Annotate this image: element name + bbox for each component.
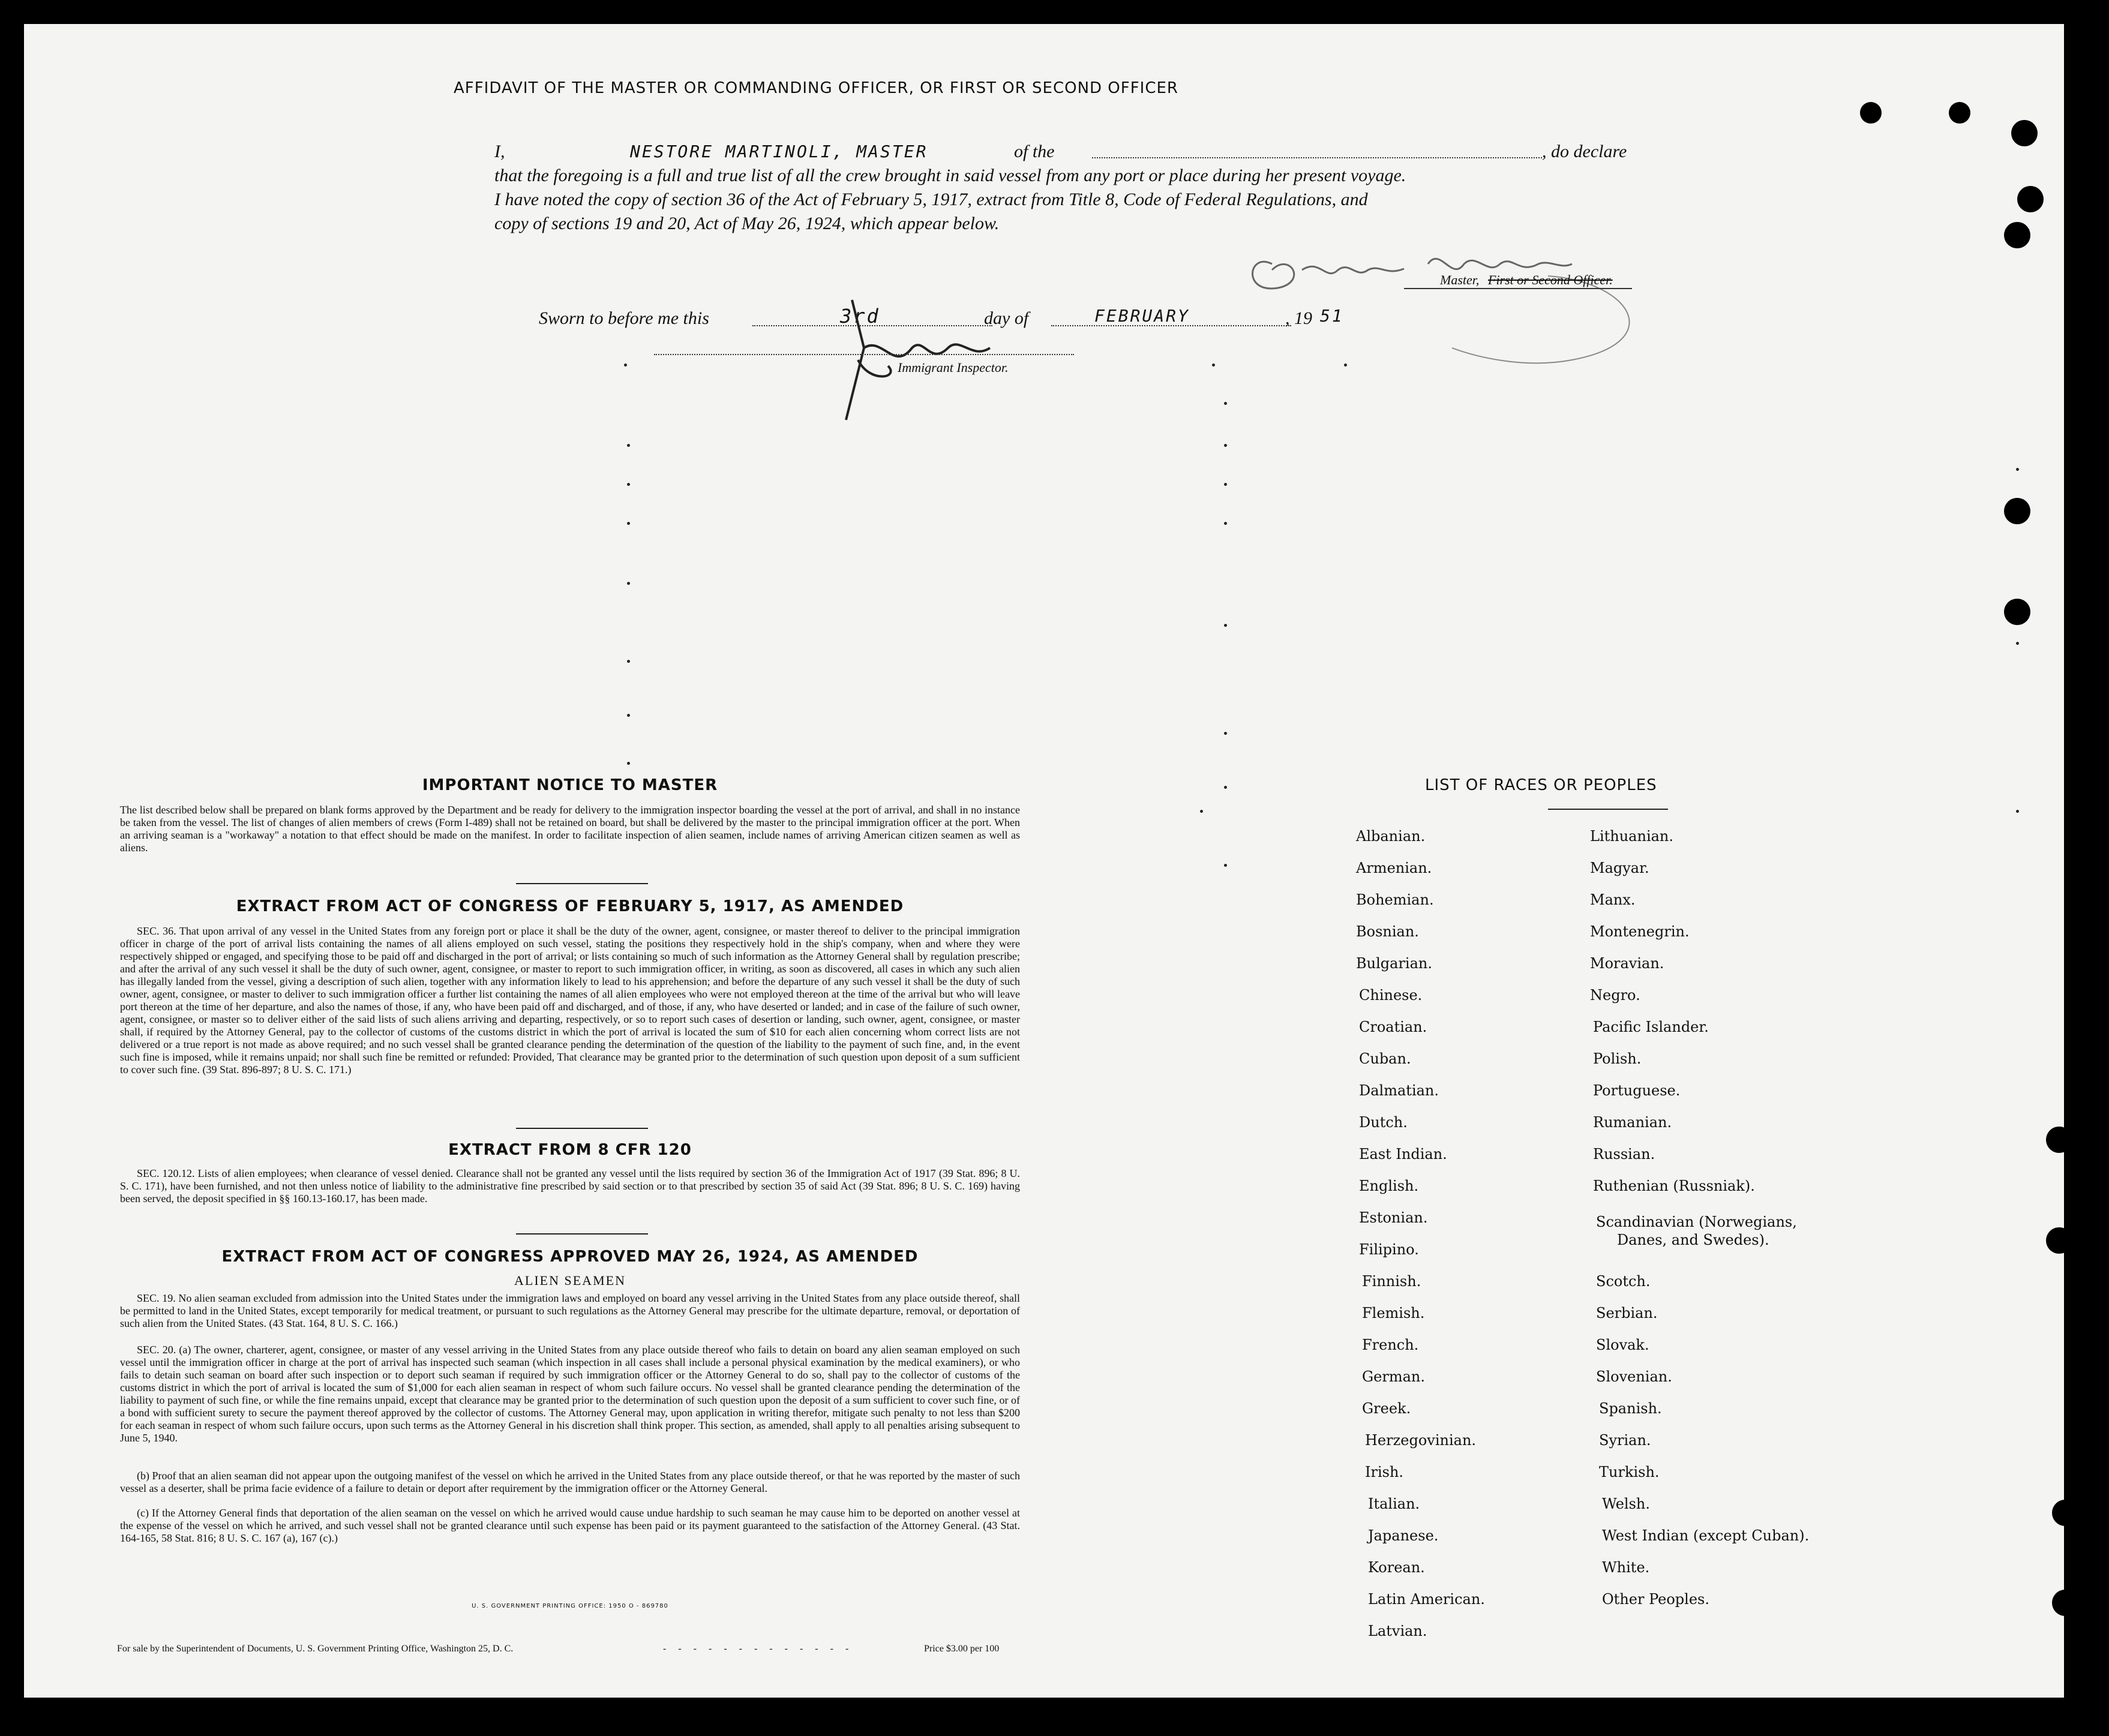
alien-seamen-subtitle: ALIEN SEAMEN bbox=[514, 1273, 626, 1288]
dot-mark bbox=[2016, 468, 2019, 471]
divider bbox=[516, 883, 648, 884]
month-value: FEBRUARY bbox=[1094, 306, 1190, 326]
divider bbox=[516, 1233, 648, 1235]
footer-price: Price $3.00 per 100 bbox=[924, 1644, 1000, 1654]
race-item: Croatian. bbox=[1359, 1019, 1427, 1035]
dot-mark bbox=[1224, 864, 1227, 867]
race-item: Latin American. bbox=[1368, 1591, 1485, 1608]
race-item: Latvian. bbox=[1368, 1623, 1427, 1639]
dot-mark bbox=[627, 582, 630, 585]
inspector-label: Immigrant Inspector. bbox=[898, 360, 1009, 375]
vessel-name-line bbox=[1092, 157, 1542, 158]
race-item: Albanian. bbox=[1356, 828, 1426, 845]
dot-mark bbox=[627, 483, 630, 486]
punch-hole bbox=[2046, 1127, 2072, 1153]
of-the-label: of the bbox=[1014, 142, 1055, 161]
punch-hole bbox=[1949, 102, 1970, 124]
notice-text: The list described below shall be prepared on blank forms approved by the Department and be ready for delivery to the immigration inspector boarding the vessel at the port of arrival, and shall in no instance be taken from the vessel. The list of changes of alien members of crews (Form I-489) shall not be retained on board, but shall be delivered by the master to the principal immigration officer at the port. When an arriving seaman is a "workaway" a notation to that effect should be made on the manifest. In order to facilitate inspection of alien seamen, include names of arriving American citizen seamen as well as aliens. bbox=[120, 804, 1020, 854]
race-item: Serbian. bbox=[1596, 1305, 1658, 1321]
divider bbox=[1548, 809, 1668, 810]
race-item: Lithuanian. bbox=[1590, 828, 1674, 845]
race-item: Portuguese. bbox=[1593, 1082, 1681, 1099]
dot-mark bbox=[627, 714, 630, 717]
race-item: Japanese. bbox=[1368, 1527, 1439, 1544]
race-item: Magyar. bbox=[1590, 860, 1649, 876]
divider bbox=[516, 1128, 648, 1129]
race-item: Scandinavian (Norwegians, bbox=[1596, 1214, 1797, 1230]
race-item: Estonian. bbox=[1359, 1209, 1428, 1226]
dot-mark bbox=[627, 660, 630, 663]
race-item: Flemish. bbox=[1362, 1305, 1425, 1321]
race-item: Italian. bbox=[1368, 1495, 1420, 1512]
extract-1917-title: EXTRACT FROM ACT OF CONGRESS OF FEBRUARY 5, 1917, AS AMENDED bbox=[236, 897, 904, 915]
document-sheet bbox=[24, 24, 2064, 1698]
race-item: Rumanian. bbox=[1593, 1114, 1672, 1131]
affidavit-i: I, bbox=[494, 142, 505, 161]
declaration-line-4: copy of sections 19 and 20, Act of May 26, 1924, which appear below. bbox=[494, 214, 1000, 233]
notice-title: IMPORTANT NOTICE TO MASTER bbox=[422, 776, 718, 794]
sec-20a-text: SEC. 20. (a) The owner, charterer, agent, consignee, or master of any vessel arriving in the United States from any place outside thereof who fails to detain on board any alien seaman employed on such vessel until the immigration officer in charge at the port of arrival has inspected such seaman (which inspection in all cases shall include a personal physical examination by the medical examiners), or who fails to detain such seaman on board after such inspection or to deport such seaman if required by such immigration officer or the Attorney General to do so, shall pay to the collector of customs of the customs district in which the port of arrival is located the sum of $1,000 for each alien seaman in respect of whom such failure occurs. No vessel shall be granted clearance pending the determination of the liability to payment of such fine, or while the fine remains unpaid, except that clearance may be granted prior to the determination of such question upon the deposit of a sum sufficient to cover such fine, or of a bond with sufficient surety to secure the payment thereof approved by the collector of customs. The Attorney General may, upon application in writing therefor, mitigate such penalty to not less than $200 for each seaman in respect of whom such failure occurs, upon such terms as the Attorney General in his discretion shall think proper. This section, as amended, shall apply to all penalties arising subsequent to June 5, 1940. bbox=[120, 1344, 1020, 1444]
dot-mark bbox=[627, 762, 630, 765]
race-item: Cuban. bbox=[1359, 1050, 1411, 1067]
dot-mark bbox=[1344, 364, 1347, 367]
race-item: West Indian (except Cuban). bbox=[1602, 1527, 1810, 1544]
dot-mark bbox=[627, 444, 630, 447]
punch-hole bbox=[2004, 222, 2030, 248]
dot-mark bbox=[1224, 624, 1227, 627]
dot-mark bbox=[1224, 483, 1227, 486]
extract-cfr-title: EXTRACT FROM 8 CFR 120 bbox=[448, 1141, 692, 1159]
dot-mark bbox=[2016, 810, 2019, 813]
race-item: Bulgarian. bbox=[1356, 955, 1432, 972]
extract-1924-title: EXTRACT FROM ACT OF CONGRESS APPROVED MAY 26, 1924, AS AMENDED bbox=[221, 1248, 919, 1266]
master-label: Master, bbox=[1440, 272, 1480, 287]
race-item: English. bbox=[1359, 1178, 1419, 1194]
master-name: NESTORE MARTINOLI, MASTER bbox=[630, 142, 928, 161]
races-title: LIST OF RACES OR PEOPLES bbox=[1425, 776, 1657, 794]
punch-hole bbox=[2017, 186, 2044, 212]
punch-hole bbox=[2011, 120, 2038, 146]
race-item: Bosnian. bbox=[1356, 923, 1419, 940]
dot-mark bbox=[2016, 642, 2019, 645]
dot-mark bbox=[1224, 402, 1227, 405]
sworn-label: Sworn to before me this bbox=[539, 308, 709, 328]
sec-19-text: SEC. 19. No alien seaman excluded from admission into the United States under the immigration laws and employed on board any vessel arriving in the United States from any place outside thereof, shall be permitted to land in the United States, except temporarily for medical treatment, or pursuant to such regulations as the Attorney General may prescribe for the ultimate departure, removal, or deportation of such alien from the United States. (43 Stat. 164, 8 U. S. C. 166.) bbox=[120, 1292, 1020, 1329]
race-item: Slovenian. bbox=[1596, 1368, 1672, 1385]
punch-hole bbox=[2046, 1227, 2072, 1254]
race-item: Scotch. bbox=[1596, 1273, 1651, 1290]
race-item: Russian. bbox=[1593, 1146, 1655, 1163]
race-item: Filipino. bbox=[1359, 1241, 1419, 1258]
master-signature-line bbox=[1404, 288, 1632, 289]
footer-sale-text: For sale by the Superintendent of Documents, U. S. Government Printing Office, Washington 25, D. C. bbox=[117, 1644, 514, 1654]
struck-officer-label: First or Second Officer. bbox=[1488, 272, 1613, 287]
race-item: East Indian. bbox=[1359, 1146, 1447, 1163]
punch-hole bbox=[1860, 102, 1882, 124]
punch-hole bbox=[2052, 1500, 2078, 1526]
race-item: Irish. bbox=[1365, 1464, 1404, 1480]
race-item: Herzegovinian. bbox=[1365, 1432, 1477, 1449]
race-item: Negro. bbox=[1590, 987, 1640, 1004]
race-item: Montenegrin. bbox=[1590, 923, 1690, 940]
race-item: Greek. bbox=[1362, 1400, 1411, 1417]
day-value: 3rd bbox=[840, 305, 880, 328]
race-item: Welsh. bbox=[1602, 1495, 1650, 1512]
inspector-signature bbox=[828, 288, 1008, 426]
race-item: Slovak. bbox=[1596, 1336, 1649, 1353]
race-item: Dalmatian. bbox=[1359, 1082, 1439, 1099]
master-signature bbox=[1236, 228, 1668, 384]
dot-mark bbox=[1224, 522, 1227, 525]
affidavit-title: AFFIDAVIT OF THE MASTER OR COMMANDING OFFICER, OR FIRST OR SECOND OFFICER bbox=[453, 79, 1178, 97]
race-item: Chinese. bbox=[1359, 987, 1423, 1004]
sec-20b-text: (b) Proof that an alien seaman did not appear upon the outgoing manifest of the vessel on which he arrived in the United States from any place outside thereof, or that he was reported by the master of such vessel as a deserter, shall be prima facie evidence of a failure to detain or deport after requirement by the immigration officer or the Attorney General. bbox=[120, 1470, 1020, 1494]
punch-hole bbox=[2052, 1590, 2078, 1616]
race-item: White. bbox=[1602, 1559, 1650, 1576]
race-item: Moravian. bbox=[1590, 955, 1664, 972]
race-item: Polish. bbox=[1593, 1050, 1642, 1067]
race-item: Bohemian. bbox=[1356, 891, 1434, 908]
year-prefix: , 19 bbox=[1285, 308, 1312, 328]
day-of-label: day of bbox=[984, 308, 1029, 328]
punch-hole bbox=[2004, 498, 2030, 524]
inspector-signature-line bbox=[654, 354, 1074, 355]
race-item: Other Peoples. bbox=[1602, 1591, 1709, 1608]
extract-1917-text: SEC. 36. That upon arrival of any vessel in the United States from any foreign port or place it shall be the duty of the owner, agent, consignee, or master thereof to deliver to the principal immigration officer in charge of the port of arrival lists containing the names of all aliens employed on such vessel, stating the positions they respectively hold in the ship's company, when and where they were respectively shipped or engaged, and specifying those to be paid off and discharged in the port of arrival; or lists containing so much of such information as the Attorney General shall by regulation prescribe; and after the arrival of any such vessel it shall be the duty of such owner, agent, consignee, or master to report to such immigration officer, in writing, as soon as discovered, all cases in which any such alien has illegally landed from the vessel, giving a description of such alien, together with any information likely to lead to his apprehension; and before the departure of any such vessel it shall be the duty of such owner, agent, consignee, or master to deliver to such immigration officer a further list containing the names of all alien employees who were not employed thereon at the time of the arrival but who will leave port thereon at the time of her departure, and also the names of those, if any, who have been paid off and discharged, and of those, if any, who have deserted or landed; and in case of the failure of such owner, agent, consignee, or master so to deliver either of the said lists of such aliens arriving and departing, respectively, or so to report such cases of desertion or landing, such owner, agent, consignee, or master shall, if required by the Attorney General, pay to the collector of customs of the customs district in which the port of arrival is located the sum of $10 for each alien concerning whom correct lists are not delivered or a true report is not made as above required; and no such vessel shall be granted clearance pending the determination of the question of the liability to the payment of such fine, and, in the event such fine is imposed, while it remains unpaid; nor shall such fine be remitted or refunded: Provided, That clearance may be granted prior to the determination of such question upon deposit of a sum sufficient to cover such fine. (39 Stat. 896-897; 8 U. S. C. 171.) bbox=[120, 925, 1020, 1076]
dot-mark bbox=[1200, 810, 1203, 813]
race-item: Syrian. bbox=[1599, 1432, 1651, 1449]
race-item: Finnish. bbox=[1362, 1273, 1421, 1290]
dot-mark bbox=[1212, 364, 1215, 367]
footer-dashes: - - - - - - - - - - - - - bbox=[663, 1644, 854, 1654]
race-item: Ruthenian (Russniak). bbox=[1593, 1178, 1755, 1194]
race-item: French. bbox=[1362, 1336, 1419, 1353]
declaration-line-2: that the foregoing is a full and true list of all the crew brought in said vessel from any port or place during her present voyage. bbox=[494, 166, 1406, 185]
race-item: Danes, and Swedes). bbox=[1617, 1232, 1769, 1248]
race-item: Manx. bbox=[1590, 891, 1636, 908]
dot-mark bbox=[624, 364, 627, 367]
year-value: 51 bbox=[1320, 306, 1344, 326]
dot-mark bbox=[1224, 786, 1227, 789]
punch-hole bbox=[2004, 599, 2030, 625]
race-item: Korean. bbox=[1368, 1559, 1425, 1576]
sec-20c-text: (c) If the Attorney General finds that deportation of the alien seaman on the vessel on which he arrived would cause undue hardship to such seaman he may cause him to be deported on another vessel at the expense of the vessel on which he arrived, and such vessel shall not be granted clearance until such expense has been paid or its payment guaranteed to the satisfaction of the Attorney General. (43 Stat. 164-165, 58 Stat. 816; 8 U. S. C. 167 (a), 167 (c).) bbox=[120, 1507, 1020, 1544]
race-item: German. bbox=[1362, 1368, 1425, 1385]
gpo-imprint: U. S. GOVERNMENT PRINTING OFFICE: 1950 O - 869780 bbox=[472, 1603, 668, 1609]
extract-cfr-text: SEC. 120.12. Lists of alien employees; when clearance of vessel denied. Clearance shall not be granted any vessel until the lists required by section 36 of the Immigration Act of 1917 (39 Stat. 896; 8 U. S. C. 171), have been furnished, and not then unless notice of liability to the administrative fine prescribed by said section or to that prescribed by section 35 of said Act (39 Stat. 896; 8 U. S. C. 169) having been served, the deposit specified in §§ 160.13-160.17, has been made. bbox=[120, 1167, 1020, 1205]
declare-label: , do declare bbox=[1542, 142, 1627, 161]
race-item: Spanish. bbox=[1599, 1400, 1662, 1417]
race-item: Turkish. bbox=[1599, 1464, 1660, 1480]
race-item: Dutch. bbox=[1359, 1114, 1408, 1131]
dot-mark bbox=[627, 522, 630, 525]
declaration-line-3: I have noted the copy of section 36 of the Act of February 5, 1917, extract from Title 8, Code of Federal Regulations, and bbox=[494, 190, 1368, 209]
dot-mark bbox=[1224, 444, 1227, 447]
race-item: Pacific Islander. bbox=[1593, 1019, 1709, 1035]
dot-mark bbox=[1224, 732, 1227, 735]
race-item: Armenian. bbox=[1356, 860, 1432, 876]
